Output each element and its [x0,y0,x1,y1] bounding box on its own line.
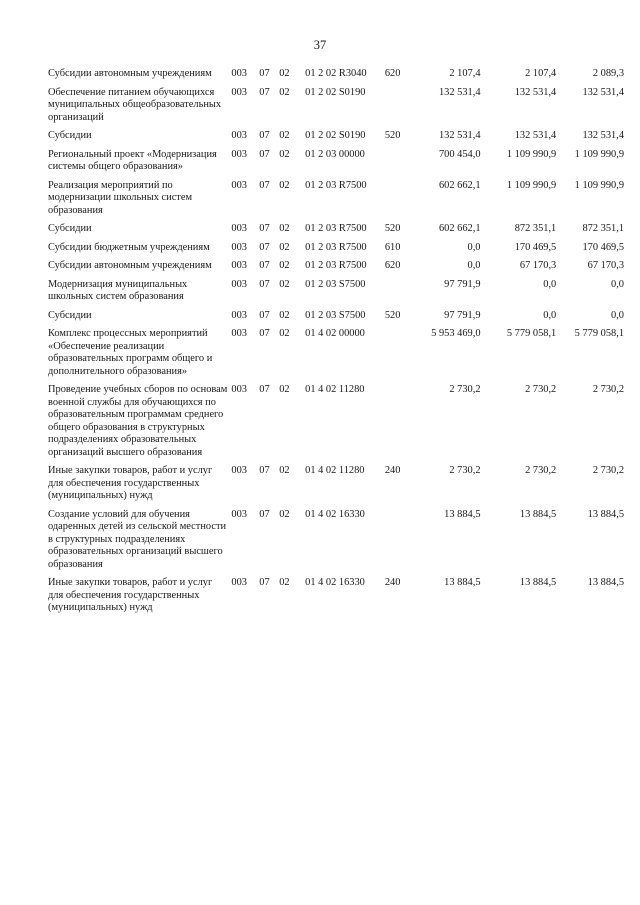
amount-year-2: 170 469,5 [514,241,557,253]
row-name: Субсидии [48,130,92,141]
amount-year-3: 170 469,5 [582,241,625,253]
amount-year-1: 2 730,2 [449,384,481,395]
amount-year-2: 0,0 [543,309,557,321]
amount-year-2: 132 531,4 [514,86,557,98]
ministry-code: 003 [231,577,247,588]
target-article: 01 2 02 R3040 [305,68,367,79]
amount-year-3: 872 351,1 [582,223,625,234]
ministry-code: 003 [231,260,247,271]
amount-year-3: 1 109 990,9 [574,148,625,160]
row-name: Модернизация муниципальных школьных систем образования [48,278,188,302]
section-code: 07 [259,384,270,395]
ministry-code: 003 [231,508,247,520]
ministry-code: 003 [231,328,247,339]
subsection-code: 02 [279,465,290,476]
target-article: 01 4 02 16330 [305,577,365,588]
amount-year-1: 132 531,4 [438,130,481,141]
target-article: 01 2 03 R7500 [305,179,367,191]
amount-year-3: 132 531,4 [582,86,625,98]
table-row [48,509,624,572]
subsection-code: 02 [279,328,290,339]
amount-year-3: 0,0 [611,309,625,321]
table-row [48,242,624,255]
table-row [48,577,624,615]
amount-year-3: 0,0 [611,278,625,290]
section-code: 07 [259,68,270,79]
row-name: Субсидии бюджетным учреждениям [48,241,210,253]
amount-year-3: 5 779 058,1 [574,328,625,339]
table-row [48,328,624,378]
amount-year-1: 13 884,5 [444,508,481,520]
subsection-code: 02 [279,577,290,588]
subsection-code: 02 [279,68,290,79]
target-article: 01 2 03 R7500 [305,241,367,253]
amount-year-2: 1 109 990,9 [506,179,557,191]
amount-year-2: 132 531,4 [514,130,557,141]
amount-year-3: 13 884,5 [587,577,625,588]
row-name: Создание условий для обучения одаренных детей из сельской местности в структурных подразделениях образовательных организаций высшего образования [48,508,227,570]
target-article: 01 4 02 11280 [305,384,365,395]
row-name: Субсидии автономным учреждениям [48,68,212,79]
section-code: 07 [259,86,270,98]
subsection-code: 02 [279,223,290,234]
row-name: Региональный проект «Модернизация системы общего образования» [48,148,217,172]
amount-year-2: 2 730,2 [525,465,557,476]
table-row [48,68,624,81]
target-article: 01 2 03 00000 [305,148,365,160]
row-name: Иные закупки товаров, работ и услуг для обеспечения государственных (муниципальных) нужд [48,577,213,613]
expense-type: 520 [384,309,401,321]
table-row [48,130,624,143]
amount-year-2: 5 779 058,1 [506,328,557,339]
ministry-code: 003 [231,309,247,321]
amount-year-1: 602 662,1 [438,223,481,234]
ministry-code: 003 [231,278,247,290]
amount-year-1: 0,0 [467,260,481,271]
table-row [48,87,624,125]
ministry-code: 003 [231,465,247,476]
target-article: 01 2 03 S7500 [305,309,366,321]
expense-type: 620 [384,260,401,271]
amount-year-2: 13 884,5 [519,508,557,520]
target-article: 01 4 02 16330 [305,508,365,520]
section-code: 07 [259,278,270,290]
subsection-code: 02 [279,508,290,520]
section-code: 07 [259,241,270,253]
ministry-code: 003 [231,86,247,98]
budget-table [48,68,624,621]
row-name: Иные закупки товаров, работ и услуг для обеспечения государственных (муниципальных) нужд [48,465,213,501]
target-article: 01 2 02 S0190 [305,130,366,141]
table-row [48,223,624,236]
subsection-code: 02 [279,241,290,253]
amount-year-3: 67 170,3 [587,260,625,271]
subsection-code: 02 [279,148,290,160]
row-name: Субсидии [48,223,92,234]
target-article: 01 2 02 S0190 [305,86,366,98]
section-code: 07 [259,223,270,234]
expense-type: 620 [384,68,401,79]
expense-type: 520 [384,130,401,141]
expense-type: 240 [384,465,401,476]
amount-year-1: 2 730,2 [449,465,481,476]
amount-year-1: 2 107,4 [449,68,481,79]
section-code: 07 [259,260,270,271]
target-article: 01 4 02 00000 [305,328,365,339]
amount-year-2: 2 107,4 [525,68,557,79]
amount-year-3: 2 730,2 [592,465,625,476]
target-article: 01 2 03 S7500 [305,278,366,290]
table-row [48,384,624,459]
amount-year-1: 132 531,4 [438,86,481,98]
table-row [48,149,624,174]
section-code: 07 [259,465,270,476]
subsection-code: 02 [279,260,290,271]
section-code: 07 [259,179,270,191]
target-article: 01 2 03 R7500 [305,223,367,234]
amount-year-2: 67 170,3 [519,260,557,271]
subsection-code: 02 [279,309,290,321]
amount-year-2: 872 351,1 [514,223,557,234]
amount-year-3: 2 730,2 [592,384,625,395]
amount-year-2: 0,0 [543,278,557,290]
target-article: 01 4 02 11280 [305,465,365,476]
section-code: 07 [259,328,270,339]
page-number: 37 [313,38,327,52]
ministry-code: 003 [231,241,247,253]
row-name: Субсидии автономным учреждениям [48,260,212,271]
amount-year-1: 602 662,1 [438,179,481,191]
section-code: 07 [259,508,270,520]
amount-year-3: 2 089,3 [592,68,625,79]
ministry-code: 003 [231,68,247,79]
ministry-code: 003 [231,179,247,191]
amount-year-2: 2 730,2 [525,384,557,395]
subsection-code: 02 [279,278,290,290]
ministry-code: 003 [231,223,247,234]
amount-year-3: 1 109 990,9 [574,179,625,191]
section-code: 07 [259,148,270,160]
section-code: 07 [259,309,270,321]
amount-year-2: 1 109 990,9 [506,148,557,160]
amount-year-1: 5 953 469,0 [431,328,481,339]
subsection-code: 02 [279,130,290,141]
table-row [48,279,624,304]
ministry-code: 003 [231,384,247,395]
row-name: Субсидии [48,309,92,321]
amount-year-2: 13 884,5 [519,577,557,588]
amount-year-3: 132 531,4 [582,130,625,141]
row-name: Реализация мероприятий по модернизации школьных систем образования [48,179,193,216]
amount-year-1: 97 791,9 [444,309,481,321]
target-article: 01 2 03 R7500 [305,260,367,271]
subsection-code: 02 [279,384,290,395]
amount-year-1: 0,0 [467,241,481,253]
amount-year-3: 13 884,5 [587,508,625,520]
section-code: 07 [259,130,270,141]
table-row [48,465,624,503]
subsection-code: 02 [279,86,290,98]
section-code: 07 [259,577,270,588]
subsection-code: 02 [279,179,290,191]
expense-type: 610 [384,241,401,253]
row-name: Обеспечение питанием обучающихся муниципальных общеобразовательных организаций [48,86,222,123]
expense-type: 520 [384,223,401,234]
table-row [48,260,624,273]
amount-year-1: 700 454,0 [438,148,481,160]
table-row [48,180,624,218]
amount-year-1: 97 791,9 [444,278,481,290]
table-row [48,310,624,323]
amount-year-1: 13 884,5 [444,577,481,588]
row-name: Комплекс процессных мероприятий «Обеспечение реализации образовательных программ общего и дополнительного образования» [48,328,213,377]
ministry-code: 003 [231,130,247,141]
row-name: Проведение учебных сборов по основам военной службы для обучающихся по образовательным программам среднего общего образования в структурных подразделениях образовательных организаций высшего образования [48,384,228,458]
ministry-code: 003 [231,148,247,160]
expense-type: 240 [384,577,401,588]
